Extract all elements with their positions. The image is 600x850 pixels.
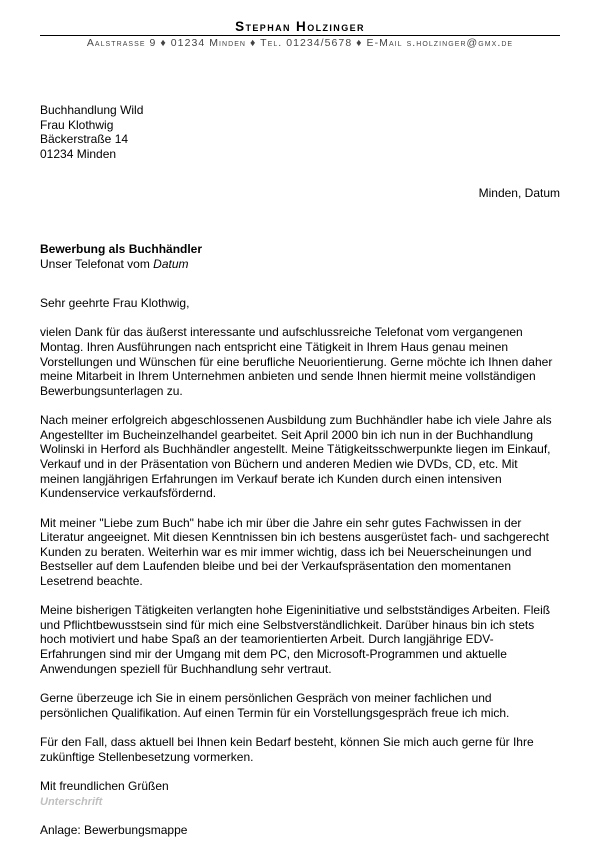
paragraph-line: Lesetrend beachte.: [40, 573, 143, 588]
paragraph: [40, 516, 570, 589]
salutation: Sehr geehrte Frau Klothwig,: [40, 296, 190, 310]
paragraph-line: Gerne überzeuge ich Sie in einem persönlichen Gespräch von meiner fachlichen und: [40, 691, 492, 706]
letter-paragraphs: [40, 325, 570, 793]
paragraph-line: Bestseller auf dem Laufenden bleibe und bei der Verkaufspräsentation den momentanen: [40, 559, 511, 574]
paragraph-line: Montag. Ihren Ausführungen nach entspricht eine Tätigkeit in Ihrem Haus genau meinen: [40, 339, 509, 354]
paragraph-line: hoch motiviert und habe Spaß an der teamorientierten Arbeit. Durch langjährige EDV-: [40, 632, 494, 647]
reference-date-placeholder: Datum: [153, 256, 189, 271]
recipient-city: 01234 Minden: [40, 146, 117, 161]
place-date: Minden, Datum: [478, 186, 560, 200]
paragraph-line: meinen langjährigen Erfahrungen im Verkauf berate ich Kunden durch einen intensiven: [40, 471, 502, 486]
paragraph: [40, 603, 570, 676]
letter-body: [40, 296, 570, 808]
paragraph-line: Bewerbungsunterlagen zu.: [40, 383, 183, 398]
recipient-street: Bäckerstraße 14: [40, 132, 129, 147]
paragraph-line: vielen Dank für das äußerst interessante und aufschlussreiche Telefonat vom vergangenen: [40, 325, 523, 340]
paragraph-line: Vorstellungen und Wünschen für eine berufliche Neuorientierung. Gerne möchte ich Ihnen daher: [40, 354, 553, 369]
paragraph-line: Meine bisherigen Tätigkeiten verlangten hohe Eigeninitiative und selbstständiges Arbeiten. Fleiß: [40, 603, 551, 618]
paragraph: [40, 691, 570, 720]
paragraph-line: Verkauf und in der Präsentation von Büchern und anderen Medien wie DVDs, CD, etc. Mit: [40, 456, 518, 471]
paragraph-line: Angestellter im Bucheinzelhandel gearbeitet. Seit April 2000 bin ich nun in der Buchhandlung: [40, 427, 533, 442]
paragraph: [40, 325, 570, 398]
paragraph-line: Wolinski in Herford als Buchhändler angestellt. Meine Tätigkeitsschwerpunkte liegen im Einkauf,: [40, 442, 551, 457]
sender-name: Stephan Holzinger: [235, 19, 365, 34]
recipient-person: Frau Klothwig: [40, 117, 114, 132]
paragraph-line: persönlichen Qualifikation. Auf einen Termin für ein Vorstellungsgespräch freue ich mich.: [40, 705, 510, 720]
paragraph: [40, 413, 570, 501]
paragraph-line: und Pflichtbewusstsein sind für mich eine Selbstverständlichkeit. Darüber hinaus bin ich stets: [40, 617, 535, 632]
recipient-address: [40, 103, 143, 161]
header-divider: [40, 35, 560, 36]
paragraph-line: Erfahrungen sind mir der Umgang mit dem PC, den Microsoft-Programmen und aktuelle: [40, 647, 507, 662]
subject-reference: [40, 257, 202, 272]
subject-block: [40, 242, 202, 271]
paragraph-line: Nach meiner erfolgreich abgeschlossenen Ausbildung zum Buchhändler habe ich viele Jahre als: [40, 413, 552, 428]
attachment-note: Anlage: Bewerbungsmappe: [40, 823, 188, 837]
paragraph-line: Mit meiner "Liebe zum Buch" habe ich mir über die Jahre ein sehr gutes Fachwissen in der: [40, 515, 522, 530]
reference-prefix: Unser Telefonat vom: [40, 256, 154, 271]
paragraph-line: zukünftige Stellenbesetzung vormerken.: [40, 749, 254, 764]
paragraph: [40, 735, 570, 764]
paragraph-line: Anwendungen speziell für Buchhandlung sehr vertraut.: [40, 661, 332, 676]
paragraph-line: Für den Fall, dass aktuell bei Ihnen kein Bedarf besteht, können Sie mich auch gerne für Ihre: [40, 735, 534, 750]
paragraph-line: meine Mitarbeit in Ihrem Unternehmen anbieten und sende Ihnen hiermit meine vollständigen: [40, 369, 536, 384]
signature-placeholder: Unterschrift: [40, 796, 103, 808]
paragraph-line: Kunden zu beraten. Weiterhin war es mir immer wichtig, dass ich bei Neuerscheinungen und: [40, 544, 532, 559]
recipient-company: Buchhandlung Wild: [40, 103, 144, 117]
paragraph-line: Kundenservice verkaufsfördernd.: [40, 486, 217, 501]
sender-contact-line: Aalstrasse 9 ♦ 01234 Minden ♦ Tel. 01234/5678 ♦ E-Mail s.holzinger@gmx.de: [86, 37, 514, 49]
paragraph: [40, 779, 570, 794]
paragraph-line: Literatur angeeignet. Mit diesen Kenntnissen bin ich bestens ausgerüstet fach- und sachgerecht: [40, 530, 549, 545]
subject-title: Bewerbung als Buchhändler: [40, 242, 203, 256]
paragraph-line: Mit freundlichen Grüßen: [40, 779, 169, 794]
